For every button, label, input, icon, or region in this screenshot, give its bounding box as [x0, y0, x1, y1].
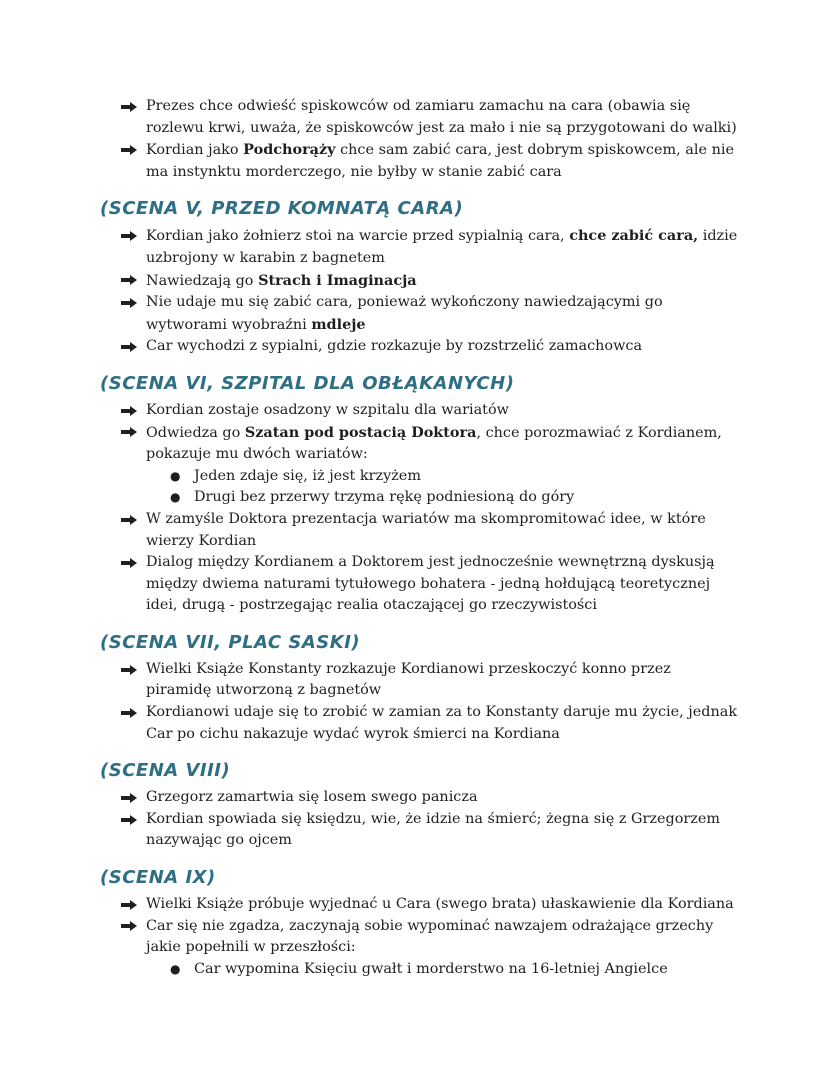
arrow-right-icon: [121, 336, 139, 358]
arrow-list: [100, 659, 740, 745]
list-item: [100, 809, 740, 852]
arrow-right-icon: [121, 139, 139, 161]
section-scena-9: [100, 866, 740, 980]
section-intro: [100, 96, 740, 183]
arrow-list: [100, 787, 740, 852]
arrow-right-icon: [121, 916, 139, 938]
list-item: [100, 787, 740, 809]
item-text: idzie uzbrojony w karabin z bagnetem: [146, 228, 738, 266]
arrow-right-icon: [121, 270, 139, 292]
arrow-right-icon: [121, 509, 139, 531]
list-item: [100, 702, 740, 745]
item-text: chce sam zabić cara, jest dobrym spiskowcem, ale nie ma instynktu morderczego, nie byłby w stanie zabić cara: [146, 142, 734, 180]
list-item: [100, 96, 740, 139]
item-text: Car się nie zgadza, zaczynają sobie wypominać nawzajem odrażające grzechy jakie popełnili w przeszłości:: [146, 917, 714, 956]
item-text: Grzegorz zamartwia się losem swego panicza: [146, 789, 478, 806]
section-heading: (SCENA VII, PLAC SASKI): [100, 631, 361, 653]
list-item: [100, 225, 740, 269]
item-text: Kordian jako żołnierz stoi na warcie przed sypialnią cara,: [146, 228, 570, 245]
section-heading: (SCENA VIII): [100, 760, 231, 782]
bullet-list: [146, 959, 740, 981]
bullet-dot-icon: ●: [170, 490, 181, 505]
bullet-dot-icon: ●: [170, 961, 181, 976]
section-scena-6: [100, 372, 740, 617]
list-item: [100, 509, 740, 552]
item-text: Nie udaje mu się zabić cara, ponieważ wykończony nawiedzającymi go wytworami wyobraźni: [146, 294, 663, 333]
section-scena-7: [100, 631, 740, 745]
document-content: [100, 96, 740, 994]
item-bold-text: mdleje: [311, 315, 366, 333]
item-text: Wielki Książe Konstanty rozkazuje Kordianowi przeskoczyć konno przez piramidę utworzoną z bagnetów: [146, 660, 671, 699]
arrow-list: [100, 225, 740, 358]
bullet-list: [146, 466, 740, 509]
sub-item-text: Drugi bez przerwy trzyma rękę podniesioną do góry: [194, 489, 575, 506]
list-item: [100, 400, 740, 422]
list-item: [100, 139, 740, 183]
sub-list-item: [146, 487, 740, 509]
sub-item-text: Car wypomina Księciu gwałt i morderstwo na 16-letniej Angielce: [194, 960, 668, 977]
item-text: Wielki Książe próbuje wyjednać u Cara (swego brata) ułaskawienie dla Kordiana: [146, 896, 734, 913]
section-heading: (SCENA VI, SZPITAL DLA OBŁĄKANYCH): [100, 372, 515, 394]
section-heading: (SCENA V, PRZED KOMNATĄ CARA): [100, 198, 464, 220]
list-item: [100, 894, 740, 916]
arrow-list: [100, 894, 740, 980]
item-text: Kordian jako: [146, 142, 244, 159]
arrow-list: [100, 400, 740, 617]
sub-list-item: [146, 466, 740, 488]
item-text: Nawiedzają go: [146, 272, 259, 289]
item-bold-text: chce zabić cara,: [569, 227, 699, 245]
item-bold-text: Strach i Imaginacja: [258, 271, 417, 289]
arrow-right-icon: [121, 659, 139, 681]
item-text: Kordian spowiada się księdzu, wie, że idzie na śmierć; żegna się z Grzegorzem nazywając go ojcem: [146, 810, 721, 849]
list-item: [100, 292, 740, 336]
list-item: [100, 270, 740, 293]
sub-item-text: Jeden zdaje się, iż jest krzyżem: [194, 467, 421, 484]
item-text: , chce porozmawiać z Kordianem, pokazuje mu dwóch wariatów:: [146, 424, 722, 463]
arrow-right-icon: [121, 702, 139, 724]
item-text: Kordianowi udaje się to zrobić w zamian za to Konstanty daruje mu życie, jednak Car po cichu nakazuje wydać wyrok śmierci na Kordiana: [146, 704, 738, 742]
section-scena-8: [100, 759, 740, 852]
item-bold-text: Podchorąży: [243, 141, 336, 159]
item-bold-text: Szatan pod postacią Doktora: [244, 423, 477, 441]
sub-list-item: [146, 959, 740, 981]
arrow-right-icon: [121, 552, 139, 574]
arrow-right-icon: [121, 400, 139, 422]
item-text: Odwiedza go: [146, 424, 245, 441]
list-item: [100, 659, 740, 702]
arrow-right-icon: [121, 225, 139, 247]
arrow-list: [100, 96, 740, 183]
list-item: [100, 552, 740, 617]
item-text: Car wychodzi z sypialni, gdzie rozkazuje by rozstrzelić zamachowca: [146, 338, 643, 355]
arrow-right-icon: [121, 422, 139, 444]
bullet-dot-icon: ●: [170, 468, 181, 483]
arrow-right-icon: [121, 292, 139, 314]
list-item: [100, 336, 740, 358]
list-item: [100, 916, 740, 981]
item-text: W zamyśle Doktora prezentacja wariatów ma skompromitować idee, w które wierzy Kordian: [146, 510, 706, 549]
section-heading: (SCENA IX): [100, 867, 216, 889]
arrow-right-icon: [121, 894, 139, 916]
section-scena-5: [100, 197, 740, 358]
item-text: Dialog między Kordianem a Doktorem jest jednocześnie wewnętrzną dyskusją między dwiema naturami tytułowego bohatera - jedną hołdującą teoretycznej idei, drugą - postrzegając realia otaczającej go rzeczywistości: [146, 554, 715, 614]
arrow-right-icon: [121, 96, 139, 118]
item-text: Prezes chce odwieść spiskowców od zamiaru zamachu na cara (obawia się rozlewu krwi, uważa, że spiskowców jest za mało i nie są przygotowani do walki): [146, 98, 737, 136]
list-item: [100, 422, 740, 509]
arrow-right-icon: [121, 787, 139, 809]
item-text: Kordian zostaje osadzony w szpitalu dla wariatów: [146, 401, 509, 418]
arrow-right-icon: [121, 809, 139, 831]
